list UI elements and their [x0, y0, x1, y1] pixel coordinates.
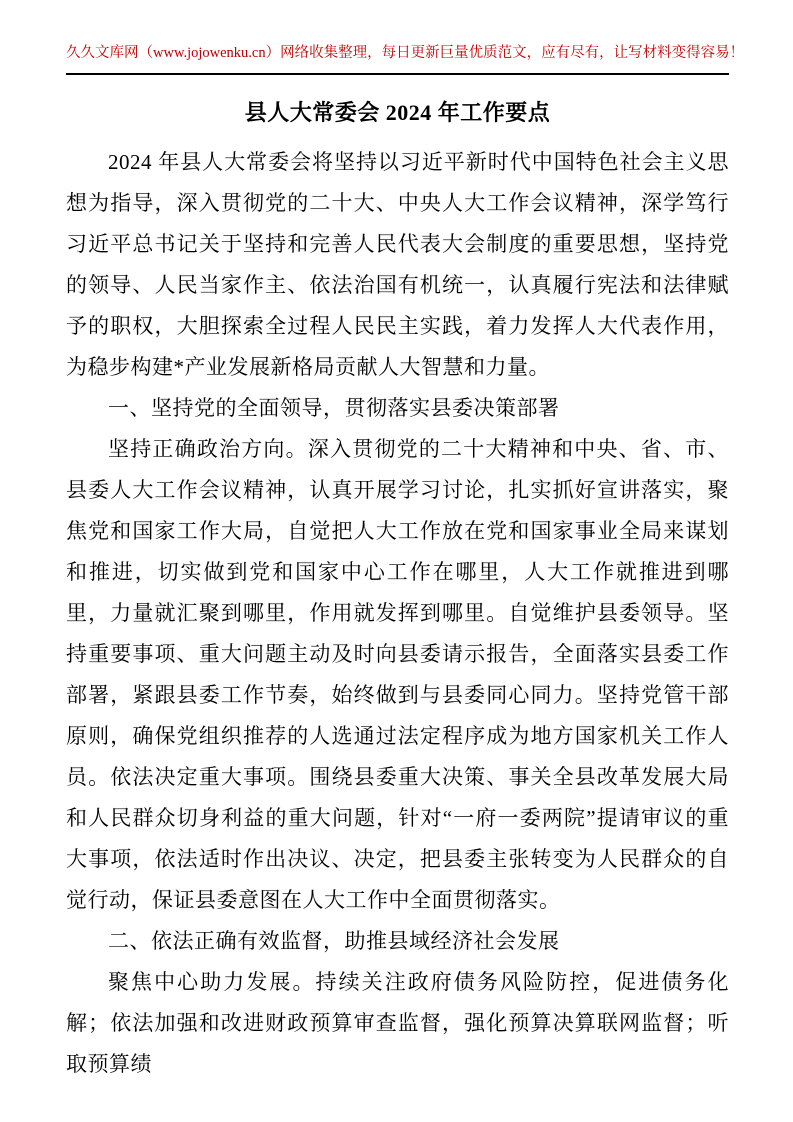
paragraph-section-2: 聚焦中心助力发展。持续关注政府债务风险防控，促进债务化解；依法加强和改进财政预算审查监督，强化预算决算联网监督；听取预算绩: [66, 970, 729, 1076]
site-notice-banner: [66, 42, 745, 75]
paragraph-section-1: 坚持正确政治方向。深入贯彻党的二十大精神和中央、省、市、县委人大工作会议精神，认真开展学习讨论，扎实抓好宣讲落实，聚焦党和国家工作大局，自觉把人大工作放在党和国家事业全局来谋划和推进，切实做到党和国家中心工作在哪里，人大工作就推进到哪里，力量就汇聚到哪里，作用就发挥到哪里。自觉维护县委领导。坚持重要事项、重大问题主动及时向县委请示报告，全面落实县委工作部署，紧跟县委工作节奏，始终做到与县委同心同力。坚持党管干部原则，确保党组织推荐的人选通过法定程序成为地方国家机关工作人员。依法决定重大事项。围绕县委重大决策、事关全县改革发展大局和人民群众切身利益的重大问题，针对“一府一委两院”提请审议的重大事项，依法适时作出决议、决定，把县委主张转变为人民群众的自觉行动，保证县委意图在人大工作中全面贯彻落实。: [66, 437, 729, 912]
section-heading-1: 一、坚持党的全面领导，贯彻落实县委决策部署: [108, 396, 560, 420]
site-notice-text: 久久文库网（www.jojowenku.cn）网络收集整理，每日更新巨量优质范文，应有尽有，让写材料变得容易！: [66, 45, 745, 61]
section-heading-2: 二、依法正确有效监督，助推县域经济社会发展: [108, 929, 560, 953]
document-title: 县人大常委会 2024 年工作要点: [244, 100, 551, 125]
paragraph-intro: 2024 年县人大常委会将坚持以习近平新时代中国特色社会主义思想为指导，深入贯彻党的二十大、中央人大工作会议精神，深学笃行习近平总书记关于坚持和完善人民代表大会制度的重要思想，坚持党的领导、人民当家作主、依法治国有机统一，认真履行宪法和法律赋予的职权，大胆探索全过程人民民主实践，着力发挥人大代表作用，为稳步构建*产业发展新格局贡献人大智慧和力量。: [66, 150, 729, 379]
